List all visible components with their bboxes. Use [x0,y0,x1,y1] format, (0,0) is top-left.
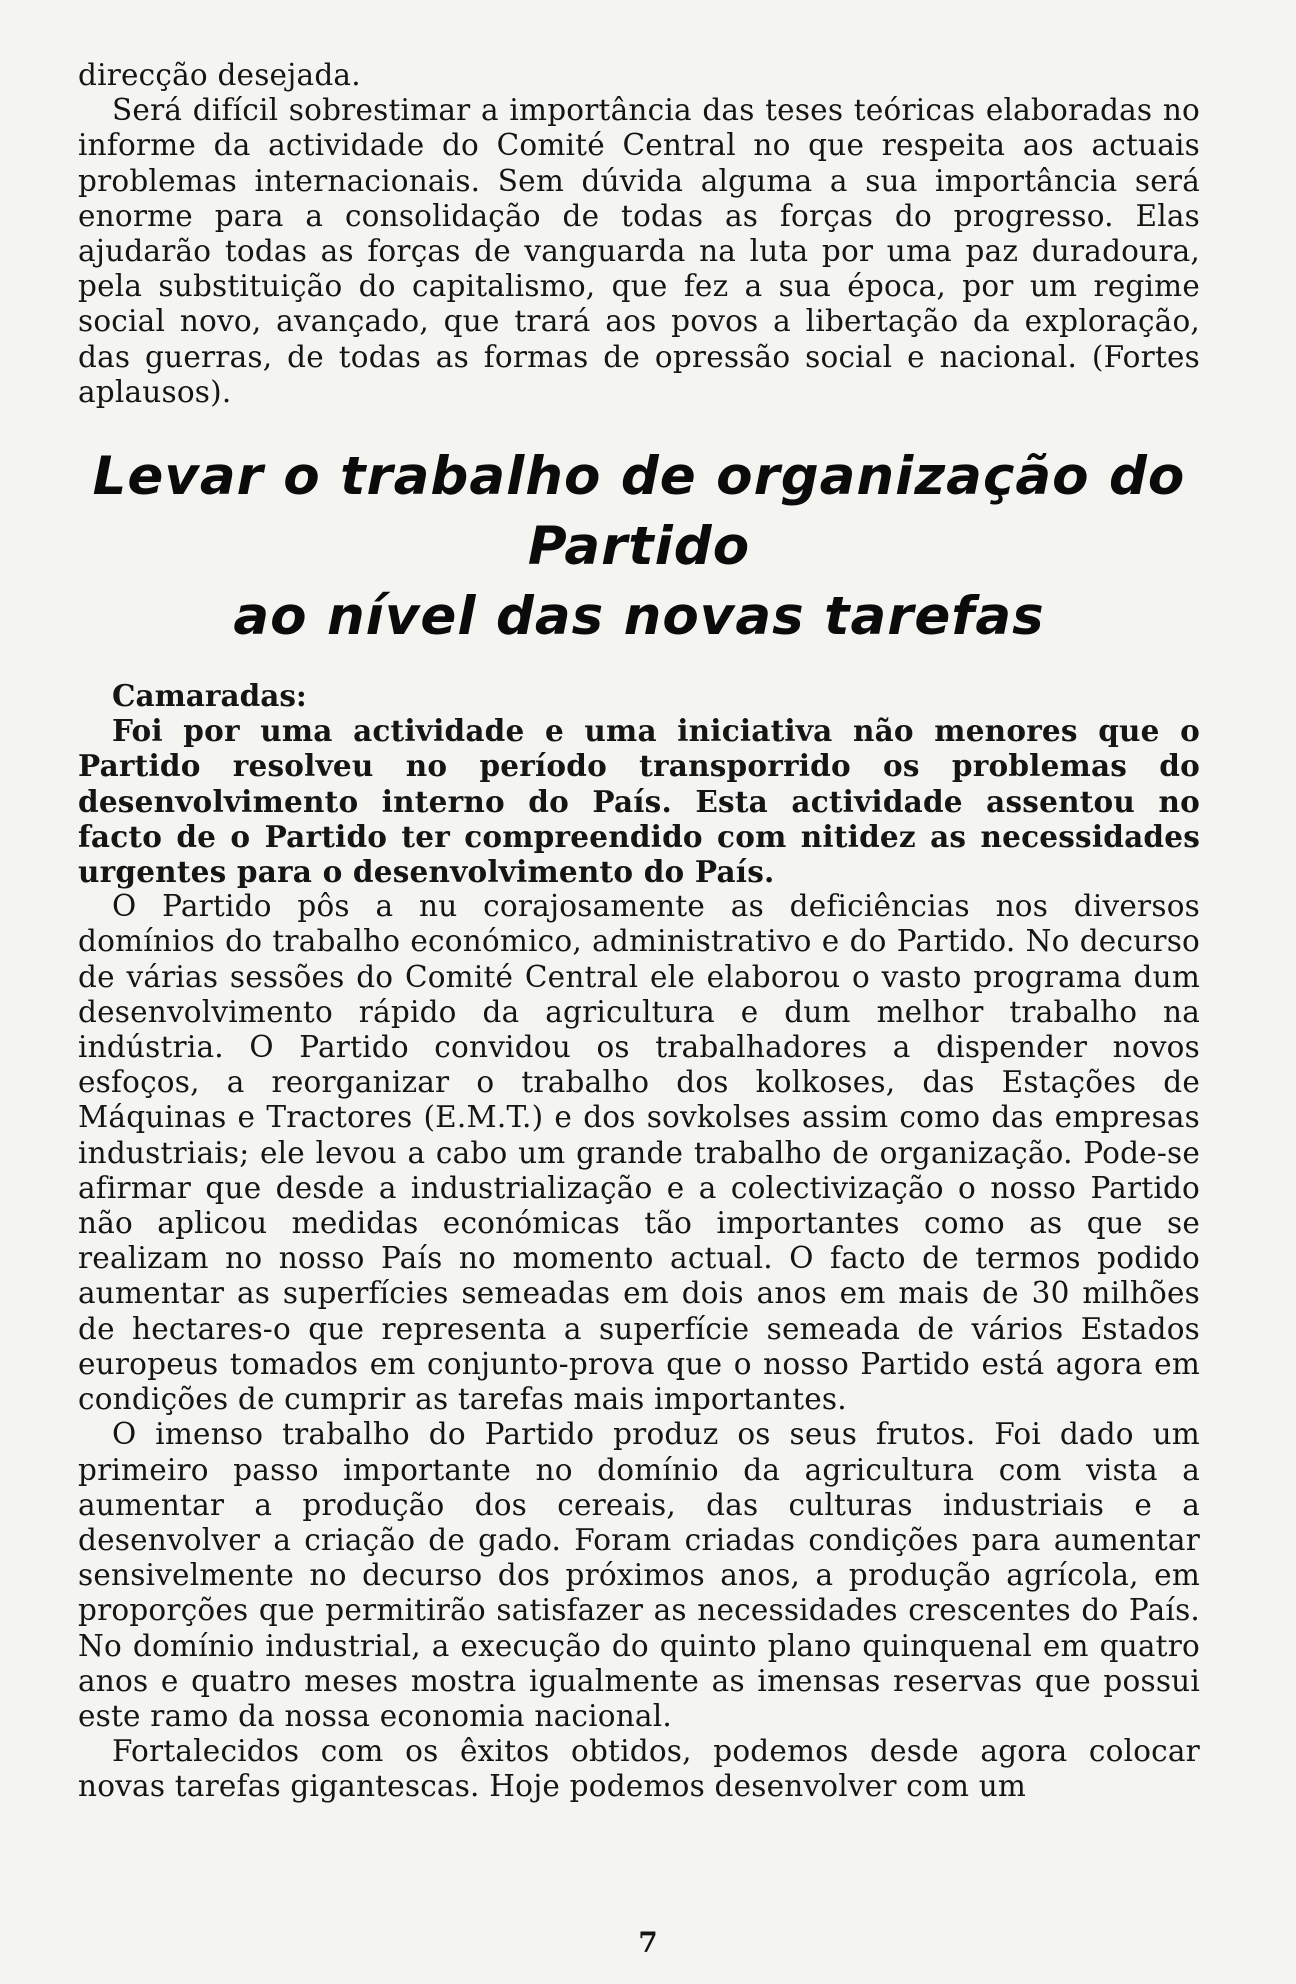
paragraph-new-tasks: Fortalecidos com os êxitos obtidos, podemos desde agora colocar novas tarefas gigantescas. Hoje podemos desenvolver com um [78,1734,1200,1804]
paragraph-international-theses: Será difícil sobrestimar a importância das teses teóricas elaboradas no informe da actividade do Comité Central no que respeita aos actuais problemas internacionais. Sem dúvida alguma a sua importância será enorme para a consolidação de todas as forças do progresso. Elas ajudarão todas as forças de vanguarda na luta por uma paz duradoura, pela substituição do capitalismo, que fez a sua época, por um regime social novo, avançado, que trará aos povos a libertação da exploração, das guerras, de todas as formas de opressão social e nacional. (Fortes aplausos). [78,93,1200,409]
page-number: 7 [638,1926,658,1959]
paragraph-results: O imenso trabalho do Partido produz os seus frutos. Foi dado um primeiro passo importante no domínio da agricultura com vista a aumentar a produção dos cereais, das culturas industriais e a desenvolver a criação de gado. Foram criadas condições para aumentar sensivelmente no decurso dos próximos anos, a produção agrícola, em proporções que permitirão satisfazer as necessidades crescentes do País. No domínio industrial, a execução do quinto plano quinquenal em quatro anos e quatro meses mostra igualmente as imensas reservas que possui este ramo da nossa economia nacional. [78,1417,1200,1733]
paragraph-party-work: O Partido pôs a nu corajosamente as deficiências nos diversos domínios do trabalho económico, administrativo e do Partido. No decurso de várias sessões do Comité Central ele elaborou o vasto programa dum desenvolvimento rápido da agricultura e dum melhor trabalho na indústria. O Partido convidou os trabalhadores a dispender novos esfoços, a reorganizar o trabalho dos kolkoses, das Estações de Máquinas e Tractores (E.M.T.) e dos sovkolses assim como das empresas industriais; ele levou a cabo um grande trabalho de organização. Pode-se afirmar que desde a industrialização e a colectivização o nosso Partido não aplicou medidas económicas tão importantes como as que se realizam no nosso País no momento actual. O facto de termos podido aumentar as superfícies semeadas em dois anos em mais de 30 milhões de hectares-o que representa a superfície semeada de vários Estados europeus tomados em conjunto-prova que o nosso Partido está agora em condições de cumprir as tarefas mais importantes. [78,889,1200,1417]
paragraph-internal-development: Foi por uma actividade e uma iniciativa não menores que o Partido resolveu no período transporrido os problemas do desenvolvimento interno do País. Esta actividade assentou no facto de o Partido ter compreendido com nitidez as necessidades urgentes para o desenvolvimento do País. [78,713,1200,890]
document-page [78,58,1200,1805]
section-heading [78,442,1200,652]
salutation: Camaradas: [112,678,307,714]
intro-line: direcção desejada. [78,58,361,92]
section-heading-line-1: Levar o trabalho de organização do Partido [92,446,1186,578]
section-heading-line-2: ao nível das novas tarefas [233,586,1045,648]
